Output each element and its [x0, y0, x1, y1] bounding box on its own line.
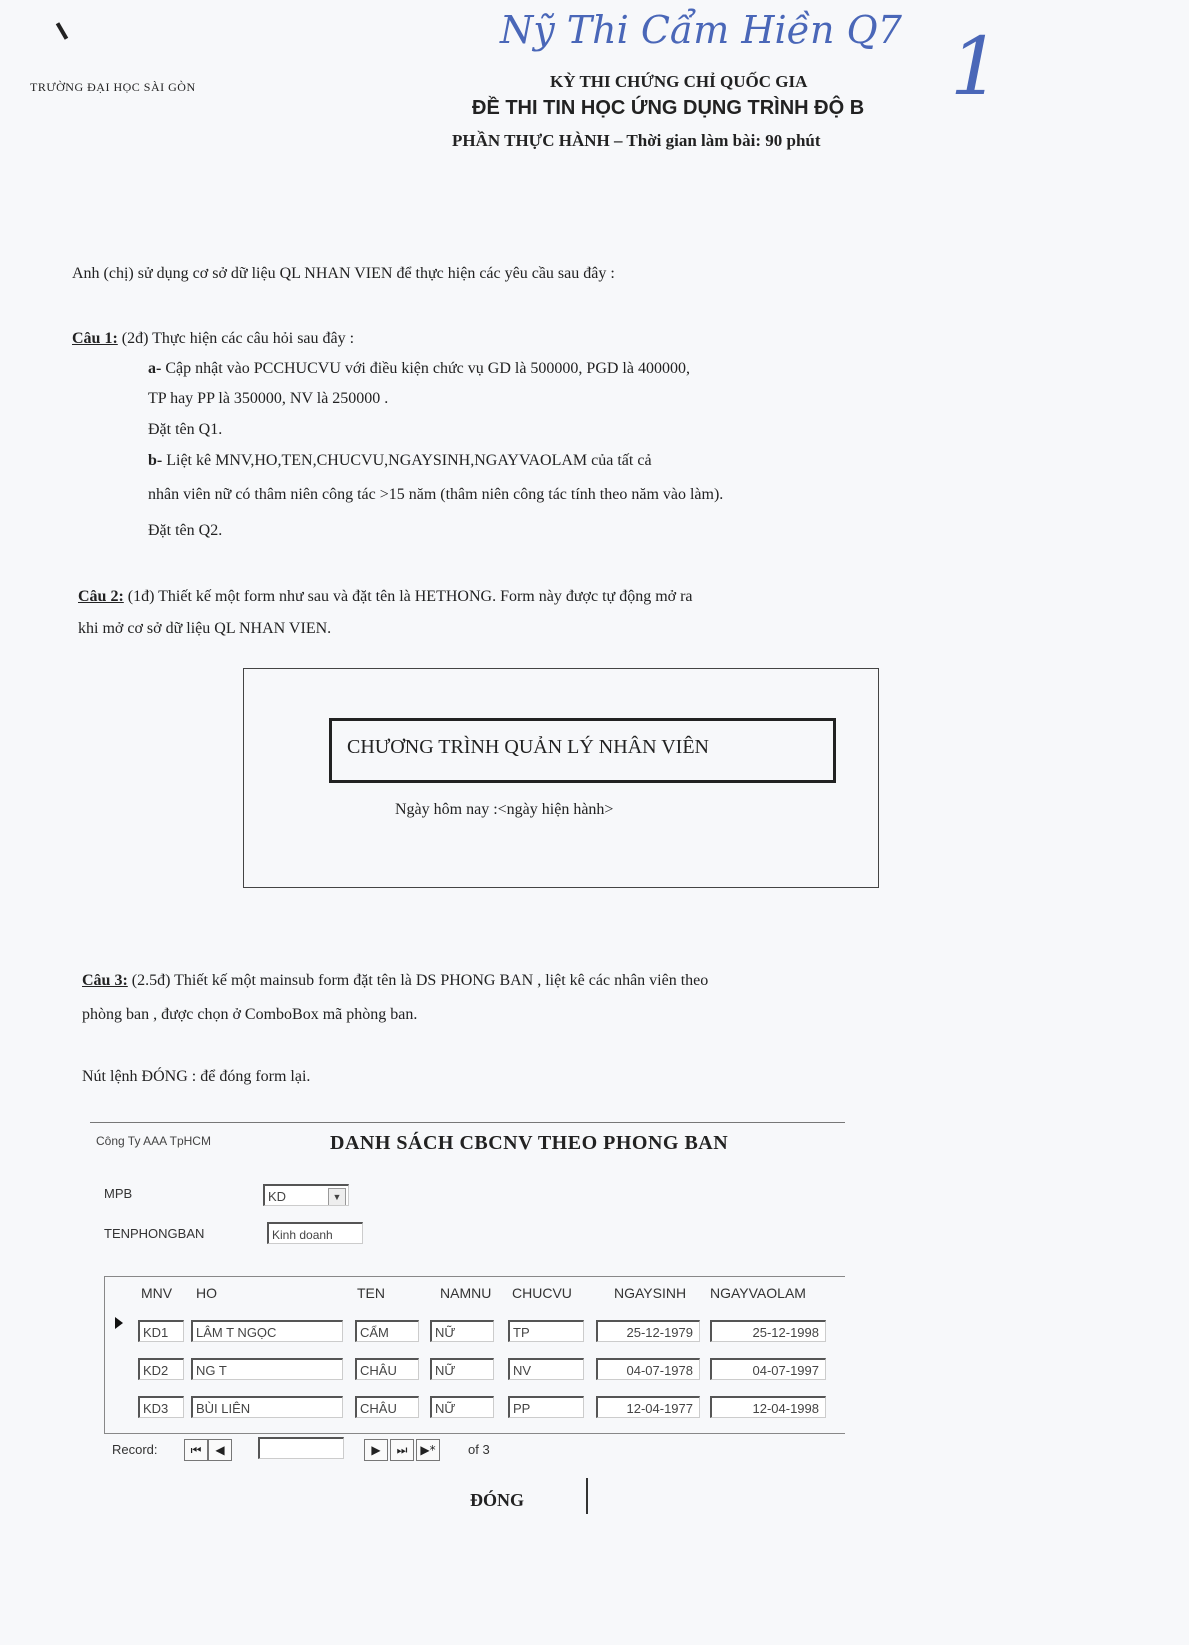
cell-chucvu[interactable]: TP: [508, 1320, 584, 1342]
question-1-text: (2đ) Thực hiện các câu hỏi sau đây :: [121, 330, 355, 347]
school-name: TRƯỜNG ĐẠI HỌC SÀI GÒN: [30, 80, 196, 94]
cell-chucvu[interactable]: NV: [508, 1358, 584, 1380]
record-number-field[interactable]: [258, 1437, 344, 1459]
hethong-date: Ngày hôm nay :<ngày hiện hành>: [395, 801, 614, 818]
combobox-arrow-icon[interactable]: ▼: [328, 1188, 346, 1206]
cell-ngayvaolam[interactable]: 04-07-1997: [710, 1358, 826, 1380]
cell-ngaysinh[interactable]: 12-04-1977: [596, 1396, 700, 1418]
mpb-label: MPB: [104, 1186, 133, 1201]
next-record-icon[interactable]: ▶: [364, 1439, 388, 1461]
question-1: [72, 330, 354, 348]
close-button[interactable]: ĐÓNG: [470, 1490, 524, 1510]
cell-ngayvaolam[interactable]: 12-04-1998: [710, 1396, 826, 1418]
cell-ten[interactable]: CẨM: [355, 1320, 419, 1342]
col-header-ngaysinh: NGAYSINH: [614, 1285, 687, 1301]
q1-b-line1: [148, 452, 652, 470]
record-selector-icon: [115, 1317, 123, 1329]
question-1-label: Câu 1:: [72, 330, 118, 347]
first-record-icon[interactable]: ⏮: [184, 1439, 208, 1461]
cell-ten[interactable]: CHÂU: [355, 1396, 419, 1418]
q1-b-label: b-: [148, 452, 163, 469]
handwritten-name: Nỹ Thi Cẩm Hiền Q7: [500, 8, 902, 52]
company-name: Công Ty AAA TpHCM: [96, 1134, 211, 1148]
question-2-label: Câu 2:: [78, 588, 124, 605]
q1-a-label: a-: [148, 360, 162, 377]
col-header-namnu: NAMNU: [440, 1285, 492, 1301]
hethong-title: CHƯƠNG TRÌNH QUẢN LÝ NHÂN VIÊN: [347, 736, 709, 758]
col-header-mnv: MNV: [141, 1285, 173, 1301]
col-header-chucvu: CHUCVU: [512, 1285, 572, 1301]
close-button-edge: [586, 1478, 588, 1514]
cell-ngaysinh[interactable]: 04-07-1978: [596, 1358, 700, 1380]
q1-a-line2: TP hay PP là 350000, NV là 250000 .: [148, 390, 389, 407]
q1-a-text: Cập nhật vào PCCHUCVU với điều kiện chức vụ GD là 500000, PGD là 400000,: [165, 360, 690, 377]
record-count: of 3: [468, 1442, 490, 1457]
exam-title-line1: KỲ THI CHỨNG CHỈ QUỐC GIA: [550, 72, 808, 91]
cell-namnu[interactable]: NỮ: [430, 1320, 494, 1342]
q1-b-line2: nhân viên nữ có thâm niên công tác >15 năm (thâm niên công tác tính theo năm vào làm).: [148, 486, 724, 503]
question-2-line2: khi mở cơ sở dữ liệu QL NHAN VIEN.: [78, 620, 332, 637]
mpb-value: KD: [268, 1189, 287, 1204]
new-record-icon[interactable]: ▶*: [416, 1439, 440, 1461]
cell-chucvu[interactable]: PP: [508, 1396, 584, 1418]
question-3-text: (2.5đ) Thiết kế một mainsub form đặt tên là DS PHONG BAN , liệt kê các nhân viên theo: [131, 972, 709, 989]
question-3: [82, 972, 708, 990]
cell-ho[interactable]: BÙI LIÊN: [191, 1396, 343, 1418]
exam-title-line3: PHẦN THỰC HÀNH – Thời gian làm bài: 90 phút: [452, 131, 821, 150]
cell-ngayvaolam[interactable]: 25-12-1998: [710, 1320, 826, 1342]
q1-b-line3: Đặt tên Q2.: [148, 522, 223, 539]
exam-title-line2: ĐỀ THI TIN HỌC ỨNG DỤNG TRÌNH ĐỘ B: [472, 97, 865, 119]
q1-b-text: Liệt kê MNV,HO,TEN,CHUCVU,NGAYSINH,NGAYVAOLAM của tất cả: [166, 452, 652, 469]
record-label: Record:: [112, 1442, 158, 1457]
cell-namnu[interactable]: NỮ: [430, 1358, 494, 1380]
prev-record-icon[interactable]: ◀: [208, 1439, 232, 1461]
cell-ten[interactable]: CHÂU: [355, 1358, 419, 1380]
cell-ho[interactable]: LÂM T NGỌC: [191, 1320, 343, 1342]
handwritten-number: 1: [950, 20, 1001, 113]
cell-mnv[interactable]: KD1: [138, 1320, 184, 1342]
col-header-ho: HO: [196, 1285, 217, 1301]
mpb-combobox[interactable]: [263, 1184, 349, 1206]
tenpb-field[interactable]: Kinh doanh: [267, 1222, 363, 1244]
tenpb-label: TENPHONGBAN: [104, 1226, 205, 1241]
cell-ho[interactable]: NG T: [191, 1358, 343, 1380]
form3-title: DANH SÁCH CBCNV THEO PHONG BAN: [330, 1132, 729, 1154]
cell-mnv[interactable]: KD3: [138, 1396, 184, 1418]
question-2-text: (1đ) Thiết kế một form như sau và đặt tên là HETHONG. Form này được tự động mở ra: [127, 588, 693, 605]
last-record-icon[interactable]: ⏭: [390, 1439, 414, 1461]
cell-namnu[interactable]: NỮ: [430, 1396, 494, 1418]
question-3-label: Câu 3:: [82, 972, 128, 989]
corner-mark: [56, 22, 68, 40]
cell-ngaysinh[interactable]: 25-12-1979: [596, 1320, 700, 1342]
q1-a-line3: Đặt tên Q1.: [148, 421, 223, 438]
question-2: [78, 588, 693, 606]
intro-text: Anh (chị) sử dụng cơ sở dữ liệu QL NHAN VIEN để thực hiện các yêu cầu sau đây :: [72, 265, 615, 282]
col-header-ten: TEN: [357, 1285, 385, 1301]
form-top-rule: [90, 1122, 845, 1123]
cell-mnv[interactable]: KD2: [138, 1358, 184, 1380]
q1-a-line1: [148, 360, 690, 378]
question-3-line3: Nút lệnh ĐÓNG : để đóng form lại.: [82, 1068, 311, 1085]
question-3-line2: phòng ban , được chọn ở ComboBox mã phòng ban.: [82, 1006, 418, 1023]
col-header-ngayvaolam: NGAYVAOLAM: [710, 1285, 806, 1301]
